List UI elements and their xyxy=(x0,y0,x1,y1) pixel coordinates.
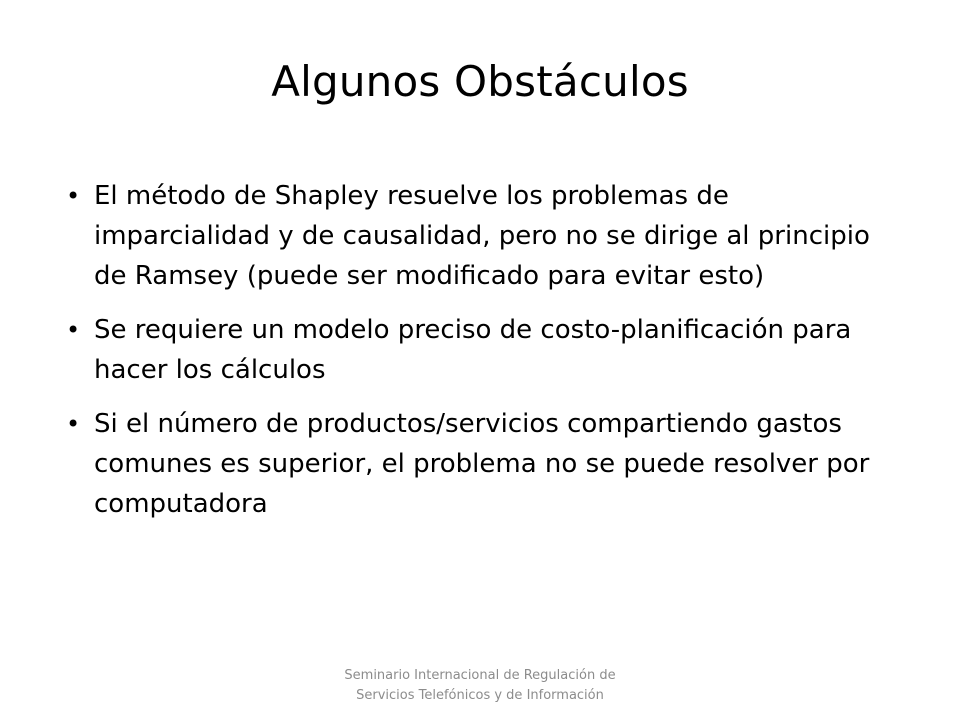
bullet-dot-icon: • xyxy=(66,410,81,438)
bullet-dot-icon: • xyxy=(66,316,81,344)
bullet-dot-icon: • xyxy=(66,182,81,210)
footer-line-2: Servicios Telefónicos y de Información xyxy=(356,688,604,703)
slide-title: Algunos Obstáculos xyxy=(271,57,689,106)
slide-footer xyxy=(330,666,630,706)
footer-line-1: Seminario Internacional de Regulación de xyxy=(344,668,616,683)
bullet-text: El método de Shapley resuelve los problemas de imparcialidad y de causalidad, pero no se dirige al principio de Ramsey (puede ser modificado para evitar esto) xyxy=(94,181,870,291)
bullet-list xyxy=(66,176,906,538)
bullet-item xyxy=(66,310,906,390)
bullet-item xyxy=(66,404,906,524)
bullet-item xyxy=(66,176,906,296)
bullet-text: Si el número de productos/servicios compartiendo gastos comunes es superior, el problema no se puede resolver por computadora xyxy=(94,409,870,519)
bullet-text: Se requiere un modelo preciso de costo-planificación para hacer los cálculos xyxy=(94,315,852,385)
